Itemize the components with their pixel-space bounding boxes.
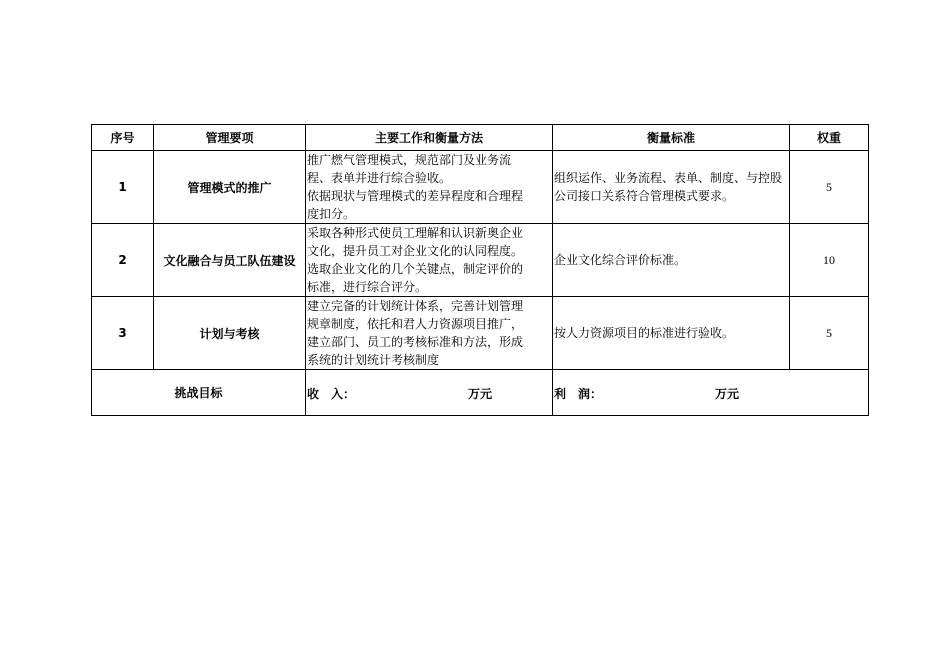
method-line: 规章制度，依托和君人力资源项目推广， (307, 317, 524, 331)
method-line: 程、表单并进行综合验收。 (307, 171, 452, 185)
row-weight: 5 (790, 297, 869, 370)
standard-line: 企业文化综合评价标准。 (554, 253, 687, 267)
row-item: 文化融合与员工队伍建设 (154, 224, 306, 297)
row-item: 计划与考核 (154, 297, 306, 370)
header-row (92, 125, 869, 151)
standard-line: 公司接口关系符合管理模式要求。 (554, 189, 735, 203)
method-line: 标准，进行综合评分。 (307, 280, 428, 294)
row-item: 管理模式的推广 (154, 151, 306, 224)
income-unit: 万元 (468, 387, 493, 401)
income-label: 收 入： (307, 387, 356, 401)
table-row (92, 151, 869, 224)
standard-line: 按人力资源项目的标准进行验收。 (554, 326, 735, 340)
method-line: 度扣分。 (307, 207, 356, 221)
method-line: 文化，提升员工对企业文化的认同程度。 (307, 244, 524, 258)
row-standard (553, 224, 790, 297)
method-line: 采取各种形式使员工理解和认识新奥企业 (307, 226, 524, 240)
row-standard (553, 297, 790, 370)
method-line: 依据现状与管理模式的差异程度和合理程 (307, 189, 524, 203)
method-line: 推广燃气管理模式，规范部门及业务流 (307, 153, 512, 167)
header-item: 管理要项 (154, 125, 306, 151)
method-line: 系统的计划统计考核制度 (307, 353, 440, 367)
method-line: 选取企业文化的几个关键点，制定评价的 (307, 262, 524, 276)
profit-cell (553, 370, 869, 416)
header-standard: 衡量标准 (553, 125, 790, 151)
header-method: 主要工作和衡量方法 (306, 125, 553, 151)
goal-row (92, 370, 869, 416)
header-weight: 权重 (790, 125, 869, 151)
goal-label: 挑战目标 (92, 370, 306, 416)
row-no: 2 (92, 224, 154, 297)
income-cell (306, 370, 553, 416)
row-no: 1 (92, 151, 154, 224)
table-row (92, 297, 869, 370)
method-line: 建立完备的计划统计体系，完善计划管理 (307, 299, 524, 313)
standard-line: 组织运作、业务流程、表单、制度、与控股 (554, 171, 783, 185)
row-method (306, 224, 553, 297)
row-weight: 5 (790, 151, 869, 224)
row-no: 3 (92, 297, 154, 370)
row-method (306, 297, 553, 370)
assessment-table (91, 124, 869, 416)
row-standard (553, 151, 790, 224)
header-no: 序号 (92, 125, 154, 151)
table-row (92, 224, 869, 297)
profit-label: 利 润： (554, 387, 603, 401)
row-method (306, 151, 553, 224)
method-line: 建立部门、员工的考核标准和方法，形成 (307, 335, 524, 349)
profit-unit: 万元 (715, 387, 740, 401)
row-weight: 10 (790, 224, 869, 297)
